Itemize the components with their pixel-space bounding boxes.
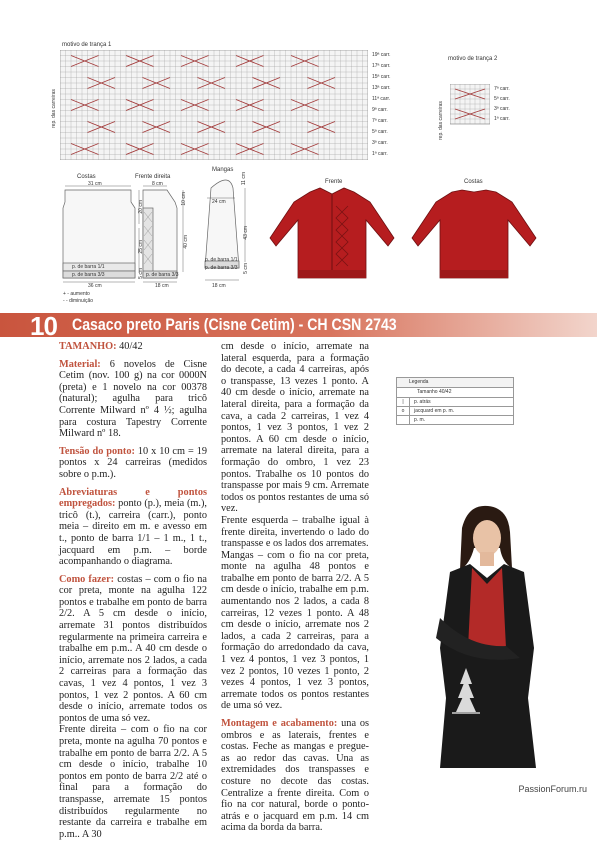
measure-36: 36 cm (88, 283, 102, 289)
row-label: 11ª carr. (372, 96, 391, 102)
mangas-label: Mangas (212, 167, 234, 173)
pbarra33-costas: p. de barra 3/3 (72, 272, 105, 278)
legend-row (396, 407, 514, 416)
como-fazer-text: costas – com o fio na cor preta, monte na agulha 122 pontos e trabalhe em ponto de barra 2/2. A 5 cm desde o início, arremate 31 pontos distribuídos regularmente na primeira carreira e trabalhe em p.m.. A 40 cm desde o início, arremate nos 2 lados, a cada 2 carreiras para a formação das cavas, 1 vez 4 pontos, 1 vez 3 pontos, 1 vez 2 pontos. A 60 cm desde o início, arremate todos os pontos de uma só vez. (59, 573, 207, 724)
cardigan-back-illustration (404, 186, 544, 284)
tamanho-heading: TAMANHO: (59, 341, 117, 352)
chart1-grid (60, 50, 368, 160)
col2-paragraph-3: Mangas – com o fio na cor preta, monte na agulha 48 pontos e trabalhe em ponto de barra 2/2. A 5 cm desde o início, trabalhe em p.m. aumentando nos 2 lados, a cada 8 carreiras, 12 vezes 1 ponto. A 48 cm desde o início, arremate nos 2 lados, a cada 2 carreiras, para a formação do arredondado da cava, 1 vez 4 pontos, 1 vez 3 pontos, 1 vez 2 pontos, 10 vezes 1 ponto, 2 vezes 4 pontos, 1 vez 3 pontos, arremate todos os pontos restantes de uma só vez. (221, 549, 369, 712)
row-label: 7ª carr. (372, 118, 388, 124)
legend-text: p. atrás (414, 399, 431, 405)
measure-31: 31 cm (88, 181, 102, 187)
legend-row (396, 398, 514, 407)
legend-text: jacquard em p. m. (414, 408, 455, 414)
material-text: 6 novelos de Cisne Cetim (nov. 100 g) na cor 0000N (preta) e 1 novelo na cor 00378 (natural); agulha para tricô Corrente Milward nº 4 ½; agulha para costura Tapestry Corrente Milward nº 18. (59, 358, 207, 440)
abreviaturas-text: ponto (p.), meia (m.), tricô (t.), carreira (carr.), ponto meia – direito em m. e avesso em t., ponto de barra 1/1 – 1 m., 1 t., jacquard em p.m. – borde acompanhando o diagrama. (59, 498, 207, 568)
text-column-1 (59, 341, 207, 846)
row-label: 13ª carr. (372, 85, 391, 91)
pbarra33-manga: p. de barra 3/3 (205, 265, 238, 271)
col2-paragraph-2: Frente esquerda – trabalhe igual à frente direita, invertendo o lado do transpasse e os lados dos arremates. (221, 514, 369, 550)
measure-25: 25 cm (138, 240, 144, 254)
como-fazer-heading: Como fazer: (59, 573, 115, 585)
watermark: PassionForum.ru (518, 784, 587, 794)
cardigan-front-illustration (262, 186, 402, 284)
row-label: 5ª carr. (494, 96, 510, 102)
pattern-number: 10 (30, 311, 57, 341)
chart1-title: motivo de trança 1 (62, 42, 112, 48)
legend-title: Legenda (396, 377, 514, 388)
legend-symbol: o (397, 407, 410, 415)
measure-18-manga: 18 cm (212, 283, 226, 289)
legend-row (396, 416, 514, 425)
model-photo (410, 498, 560, 780)
measure-8: 8 cm (152, 181, 163, 187)
chart2-grid (450, 84, 490, 142)
measure-43: 43 cm (243, 226, 249, 240)
tensao-heading: Tensão do ponto: (59, 445, 135, 457)
measure-20: 20 cm (138, 200, 144, 214)
montagem-text: una os ombros e as laterais, frentes e costas. Feche as mangas e pregue-as ao redor das cavas. Una as extremidades dos transpasses e costure no decote das costas. Centralize a frente direita. Com o fio na cor natural, borde o ponto-atrás e o jacquard em p.m. 14 cm acima da borda da barra. (221, 718, 370, 834)
row-label: 19ª carr. (372, 52, 391, 58)
abreviaturas-heading: Abreviaturas e pontos empregados: (59, 486, 207, 510)
row-label: 3ª carr. (372, 140, 388, 146)
garment-back-label: Costas (464, 179, 483, 185)
measure-24: 24 cm (212, 199, 226, 205)
frente-direita-label: Frente direita (135, 174, 171, 180)
measure-18-frente: 18 cm (155, 283, 169, 289)
material-heading: Material: (59, 358, 101, 370)
chart2-side-label: rep. das carreiras (438, 101, 444, 140)
legend-box (396, 377, 514, 425)
row-label: 1ª carr. (494, 116, 510, 122)
measure-5-manga: 5 cm (243, 263, 249, 274)
chart2-title: motivo de trança 2 (448, 56, 498, 62)
row-label: 1ª carr. (372, 151, 388, 157)
row-label: 3ª carr. (494, 106, 510, 112)
frente-direita-text: Frente direita – com o fio na cor preta, monte na agulha 70 pontos e trabalhe em ponto de barra 2/2. A 5 cm desde o início, trabalhe 10 pontos em ponto de barra 2/2 até o final para a formação do transpasse, arremate 15 pontos distribuídos regularmente no restante da carreira e trabalhe em p.m.. A 30 (59, 724, 207, 840)
col2-paragraph-1: cm desde o início, arremate na lateral esquerda, para a formação do decote, a cada 4 carreiras, após o transpasse, 13 vezes 1 ponto. A 40 cm desde o início, arremate na lateral direita, para a formação da cava, a cada 2 carreiras, 1 vez 4 pontos, 1 vez 3 pontos, 1 vez 2 pontos. A 60 cm desde o início, arremate na lateral direita, para a formação do ombro, 1 vez 23 pontos. Trabalhe os 10 pontos do transpasse por mais 9 cm. Arremate todos os pontos restantes de uma só vez. (221, 341, 369, 515)
pattern-title: Casaco preto Paris (Cisne Cetim) - CH CSN 2743 (72, 315, 397, 334)
measure-40: 40 cm (183, 235, 189, 249)
measure-5: 5 cm (138, 268, 144, 279)
row-label: 5ª carr. (372, 129, 388, 135)
pbarra33-frente: p. de barra 3/3 (146, 272, 179, 278)
legend-symbol (397, 416, 410, 424)
row-label: 7ª carr. (494, 86, 510, 92)
chart1-side-label: rep. das carreiras (51, 89, 57, 128)
legend-text: p. m. (414, 417, 426, 423)
measure-10: 10 cm (181, 192, 187, 206)
diminuicao-key: - - diminuição (63, 298, 94, 304)
garment-front-label: Frente (325, 179, 343, 185)
legend-size: Tamanho 40/42 (396, 388, 514, 398)
aumento-key: + - aumento (63, 291, 90, 297)
montagem-heading: Montagem e acabamento: (221, 718, 338, 729)
measure-11: 11 cm (241, 172, 247, 186)
row-label: 9ª carr. (372, 107, 388, 113)
row-label: 17ª carr. (372, 63, 391, 69)
tensao-text: 10 x 10 cm = 19 pontos x 24 carreiras (medidos sobre o p.m.). (59, 445, 208, 480)
tamanho-value: 40/42 (116, 341, 143, 352)
costas-label: Costas (77, 174, 96, 180)
pbarra11-costas: p. de barra 1/1 (72, 264, 105, 270)
pbarra11-manga: p. de barra 1/1 (205, 257, 238, 263)
text-column-2 (221, 341, 369, 840)
row-label: 15ª carr. (372, 74, 391, 80)
legend-symbol: | (397, 398, 410, 406)
